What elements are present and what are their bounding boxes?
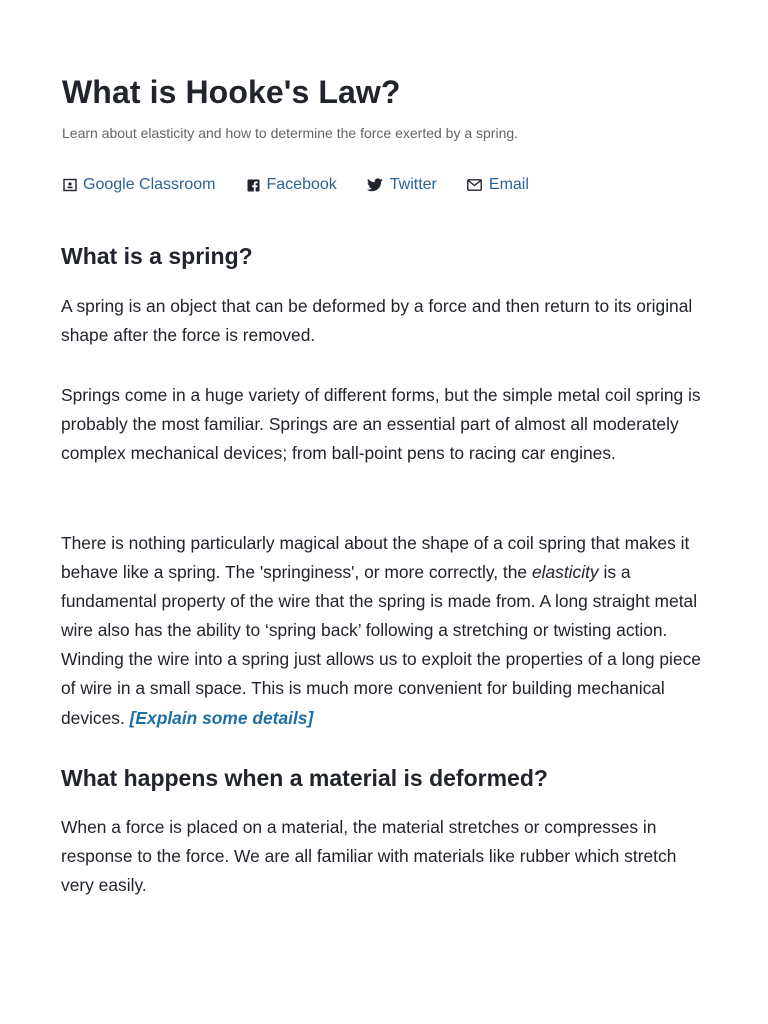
paragraph-text: There is nothing particularly magical about the shape of a coil spring that makes it behave like a spring. The 'springiness', or more correctly, the [61,533,690,583]
google-classroom-icon [62,177,78,193]
share-email-label: Email [488,176,529,193]
paragraph-spring-elasticity [61,529,711,733]
paragraph-spring-definition: A spring is an object that can be deformed by a force and then return to its original shape after the force is removed. [61,296,693,346]
share-google-classroom-link[interactable] [62,176,216,194]
share-google-classroom-label: Google Classroom [83,176,216,193]
paragraph-text: is a fundamental property of the wire that the spring is made from. A long straight metal wire also has the ability to ‘spring back’ following a stretching or twisting action. Winding the wire into a spring just allows us to exploit the properties of a long piece of wire in a small space. This is much more convenient for building mechanical devices. [61,562,701,728]
paragraph-spring-forms: Springs come in a huge variety of different forms, but the simple metal coil spring is probably the most familiar. Springs are an essential part of almost all moderately complex mechanical devices; from ball-point pens to racing car engines. [61,385,701,464]
facebook-icon [246,177,262,193]
share-bar [62,174,559,196]
section-heading-spring: What is a spring? [61,243,253,269]
page-subtitle: Learn about elasticity and how to determine the force exerted by a spring. [62,125,519,141]
page-title: What is Hooke's Law? [62,74,401,110]
explain-details-link[interactable]: [Explain some details] [129,707,314,728]
share-twitter-link[interactable] [367,176,437,194]
share-twitter-label: Twitter [389,176,437,193]
email-icon [467,177,483,193]
section-heading-deformed: What happens when a material is deformed? [61,765,548,791]
share-facebook-link[interactable] [246,176,337,194]
share-facebook-label: Facebook [266,176,337,193]
paragraph-deformation: When a force is placed on a material, the material stretches or compresses in response to the force. We are all familiar with materials like rubber which stretch very easily. [61,817,677,896]
share-email-link[interactable] [467,176,529,194]
twitter-icon [367,177,383,193]
elasticity-term: elasticity [531,562,599,583]
